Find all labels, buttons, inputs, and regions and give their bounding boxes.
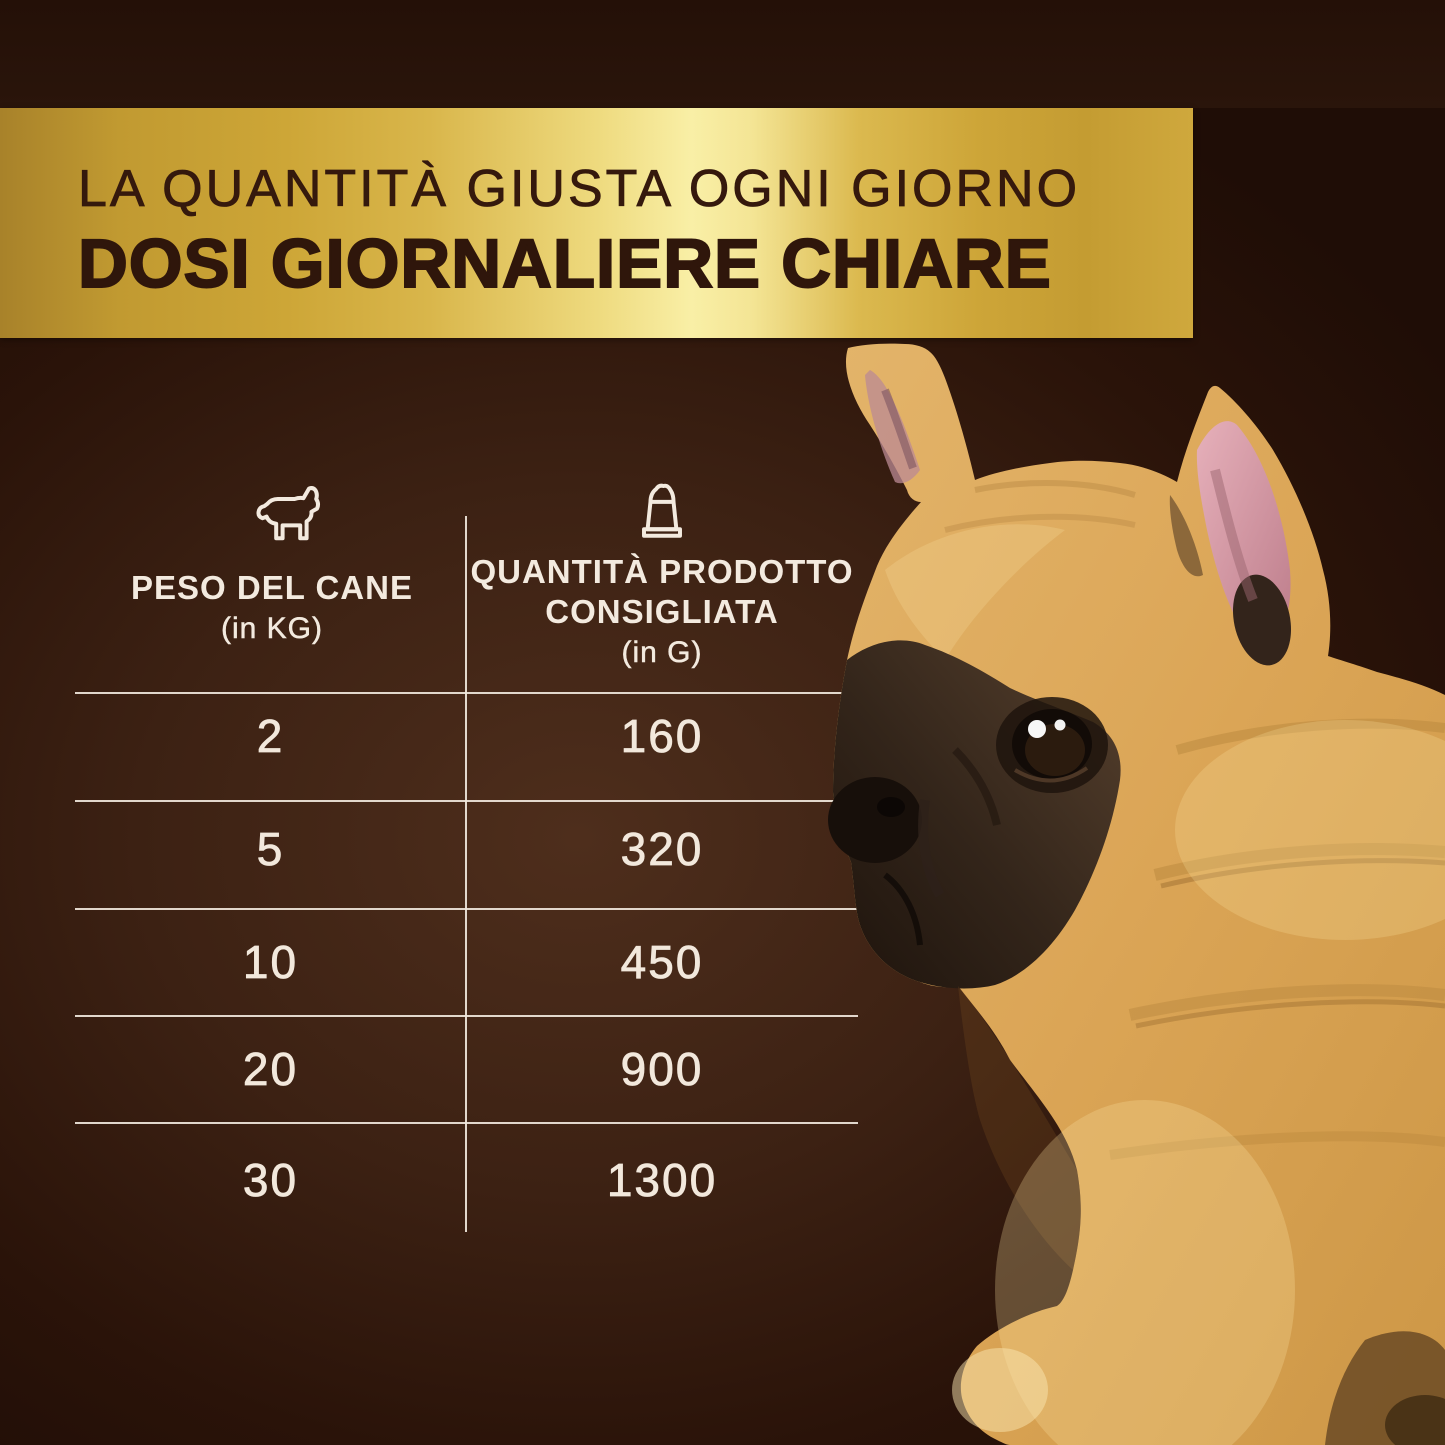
amount-value: 320 bbox=[620, 823, 704, 875]
amount-value: 1300 bbox=[606, 1154, 718, 1206]
column-header-weight bbox=[82, 568, 462, 646]
top-dark-strip bbox=[0, 0, 1445, 108]
weight-value: 2 bbox=[256, 710, 285, 762]
weight-value: 30 bbox=[242, 1154, 299, 1206]
dog-icon bbox=[245, 476, 325, 562]
table-row bbox=[75, 708, 858, 764]
table-horizontal-line bbox=[75, 692, 858, 694]
column-label-weight: PESO DEL CANE bbox=[131, 569, 413, 606]
column-header-amount bbox=[467, 552, 857, 670]
column-unit-weight: (in KG) bbox=[220, 612, 323, 645]
table-row bbox=[75, 934, 858, 990]
food-portion-icon bbox=[626, 470, 698, 564]
french-bulldog-photo bbox=[825, 330, 1445, 1445]
column-label-amount: QUANTITÀ PRODOTTO CONSIGLIATA bbox=[470, 553, 854, 630]
table-row bbox=[75, 1152, 858, 1208]
table-horizontal-line bbox=[75, 1122, 858, 1124]
weight-value: 10 bbox=[242, 936, 299, 988]
column-unit-amount: (in G) bbox=[621, 636, 703, 669]
amount-value: 450 bbox=[620, 936, 704, 988]
amount-value: 900 bbox=[620, 1043, 704, 1095]
table-horizontal-line bbox=[75, 1015, 858, 1017]
weight-value: 5 bbox=[256, 823, 285, 875]
table-horizontal-line bbox=[75, 800, 858, 802]
weight-value: 20 bbox=[242, 1043, 299, 1095]
banner-title: DOSI GIORNALIERE CHIARE bbox=[78, 224, 1052, 302]
banner-subtitle: LA QUANTITÀ GIUSTA OGNI GIORNO bbox=[78, 160, 1081, 218]
amount-value: 160 bbox=[620, 710, 704, 762]
table-row bbox=[75, 1041, 858, 1097]
table-horizontal-line bbox=[75, 908, 858, 910]
gold-banner bbox=[0, 108, 1193, 338]
table-row bbox=[75, 821, 858, 877]
